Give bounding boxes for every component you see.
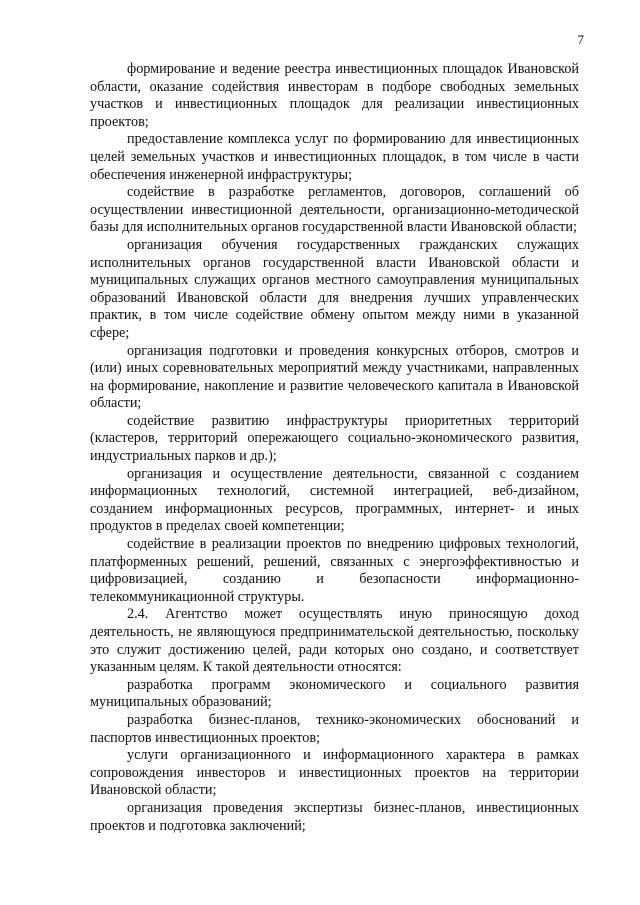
paragraph-civil-servant-training: организация обучения государственных гражданских служащих исполнительных органов государственной власти Ивановской области и муниципальных служащих органов местного самоуправления муниципальных образований Ивановской области для внедрения лучших управленческих практик, в том числе содействие обмену опытом между ними в указанной сфере; bbox=[90, 236, 579, 341]
paragraph-information-technologies: организация и осуществление деятельности, связанной с созданием информационных технологий, системной интеграцией, веб-дизайном, созданием информационных ресурсов, программных, интернет- и иных продуктов в пределах своей компетенции; bbox=[90, 465, 579, 535]
paragraph-regulations-assistance: содействие в разработке регламентов, договоров, соглашений об осуществлении инвестиционной деятельности, организационно-методической базы для исполнительных органов государственной власти Ивановской области; bbox=[90, 184, 579, 236]
paragraph-business-plans: разработка бизнес-планов, технико-экономических обоснований и паспортов инвестиционных проектов; bbox=[90, 711, 579, 746]
paragraph-competitive-selections: организация подготовки и проведения конкурсных отборов, смотров и (или) иных соревновательных мероприятий между участниками, направленных на формирование, накопление и развитие человеческого капитала в Ивановской области; bbox=[90, 342, 579, 412]
paragraph-investment-sites-registry: формирование и ведение реестра инвестиционных площадок Ивановской области, оказание содействия инвесторам в подборе свободных земельных участков и инвестиционных площадок для реализации инвестиционных проектов; bbox=[90, 61, 579, 130]
paragraph-digital-technologies: содействие в реализации проектов по внедрению цифровых технологий, платформенных решений, решений, связанных с энергоэффективностью и цифровизацией, созданию и безопасности информационно-телекоммуникационной структуры. bbox=[90, 536, 579, 605]
paragraph-expertise-organization: организация проведения экспертизы бизнес-планов, инвестиционных проектов и подготовка заключений; bbox=[90, 799, 579, 834]
paragraph-section-2-4: 2.4. Агентство может осуществлять иную приносящую доход деятельность, не являющуюся предпринимательской деятельностью, поскольку это служит достижению целей, ради которых оно создано, и соответствует указанным целям. К такой деятельности относятся: bbox=[90, 606, 579, 676]
paragraph-priority-territories: содействие развитию инфраструктуры приоритетных территорий (кластеров, территорий опережающего социально-экономического развития, индустриальных парков и др.); bbox=[90, 412, 579, 465]
page-number: 7 bbox=[577, 32, 584, 47]
paragraph-land-plot-services: предоставление комплекса услуг по формированию для инвестиционных целей земельных участков и инвестиционных площадок, в том числе в части обеспечения инженерной инфраструктуры; bbox=[90, 131, 579, 183]
paragraph-investor-support-services: услуги организационного и информационного характера в рамках сопровождения инвесторов и инвестиционных проектов на территории Ивановской области; bbox=[90, 747, 579, 799]
document-body bbox=[90, 61, 579, 835]
paragraph-development-programs: разработка программ экономического и социального развития муниципальных образований; bbox=[90, 676, 579, 711]
